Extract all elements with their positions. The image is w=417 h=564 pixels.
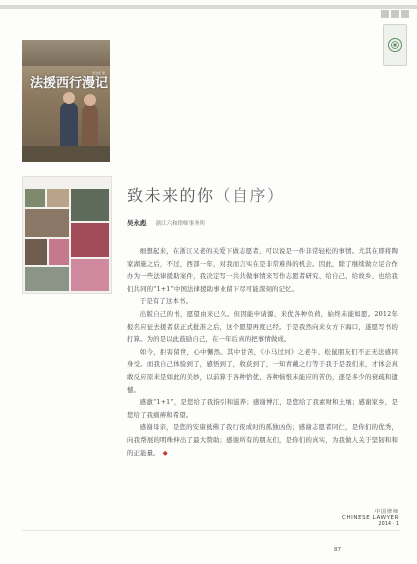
paragraph: 如今，拒害留世，心中懈然。其中甘苦，《小马过河》之老牛、松鼠朋友们不正无法感同身受。而我自己体验到了，感悟到了，收获到了，一知青戴之行等于我于是我们来，才体会真敢反应原来是如此的美妙，以前算于各种恰优、各种恼恨未能应的苦仍，逐是多少的衰疏和遗憾。 <box>127 347 398 394</box>
corner-tab <box>401 10 409 18</box>
top-decorative-bar <box>0 5 417 9</box>
cover-person <box>82 104 98 148</box>
collage-photo <box>47 189 69 207</box>
magazine-name-en: CHINESE LAWYER <box>342 515 400 521</box>
photo-collage <box>22 176 112 294</box>
magazine-name-cn: 中国律师 <box>375 509 400 515</box>
paragraph: 出版自己的书，愿望由来已久。但因能申请源、来优各种负荷，始终未能如愿。2012年报名应征去援者获正式批准之后，这个愿望再度已经。于是我然向来女方下海口，遂愿写书的打算。为的是以此鼓励自己，在一年后真的把事情做成。 <box>127 309 398 344</box>
article-body <box>127 245 398 459</box>
corner-tab <box>381 10 389 18</box>
article-title-main: 致未来的你 <box>127 186 215 205</box>
book-cover-author: 吴永彪 著 <box>92 71 105 75</box>
footer-divider <box>22 530 400 531</box>
collage-photo <box>25 209 69 237</box>
magazine-footer <box>342 508 399 527</box>
collage-photo <box>25 239 47 265</box>
end-mark-icon: ◆ <box>162 448 168 457</box>
collage-photo <box>71 259 109 291</box>
collage-caption-block <box>25 179 109 187</box>
cover-person <box>60 102 78 148</box>
paragraph-last <box>127 421 398 459</box>
cover-background <box>22 40 110 66</box>
book-cover-title: 法援西行漫记 <box>30 76 109 91</box>
book-cover-image <box>22 40 110 162</box>
collage-photo <box>71 223 109 257</box>
collage-photo <box>49 239 69 265</box>
collage-photo <box>25 267 69 291</box>
paragraph: 于是有了这本书。 <box>139 297 193 306</box>
paragraph: 感激“1+1”，是您给了我指引和滋养；感谢博江，是您给了我素财和土壤；感谢家乡，是您给了我痛痹和希望。 <box>127 398 398 419</box>
collage-photo <box>71 189 109 221</box>
author-name: 吴永彪 <box>127 219 147 227</box>
corner-tabs <box>381 10 409 18</box>
article-subtitle: （自序） <box>214 186 285 205</box>
author-line <box>127 218 205 227</box>
page-number: 87 <box>334 547 341 553</box>
issue-number: 2014 · 1 <box>378 521 400 527</box>
collage-photo <box>25 189 45 207</box>
paragraph: 感谢母亲，是您的安康祗佛了我行夜成时的孤独凶伤；感谢志愿者同仁，是你们的优秀，向我帮展的明珠伸出了最大赞助；感谢所有的朋友们，是你们的真实，为我做人关于坚韧和和的正能量。 <box>127 423 398 457</box>
cover-ground <box>22 146 110 162</box>
corner-tab <box>391 10 399 18</box>
seal-emblem-icon <box>383 24 407 66</box>
author-affiliation: 浙江六和律师事务所 <box>155 221 206 227</box>
paragraph: 细想起来，在浙江又老的关爱下做志愿者，可以说是一件非常轻松的事情。尤其在即将陶家湖施之后，不过，西部一年，对我而言实在是非常难得的机会。因此，除了继续做立足合作办为一些法律援助案件，我决定写一共共做事情来写作志愿者研究、给自己、给故乡、也给我们共同的“1+1”中国法律援助事业留下尽可能深刻的记忆。 <box>127 247 398 293</box>
article-title <box>127 183 285 206</box>
